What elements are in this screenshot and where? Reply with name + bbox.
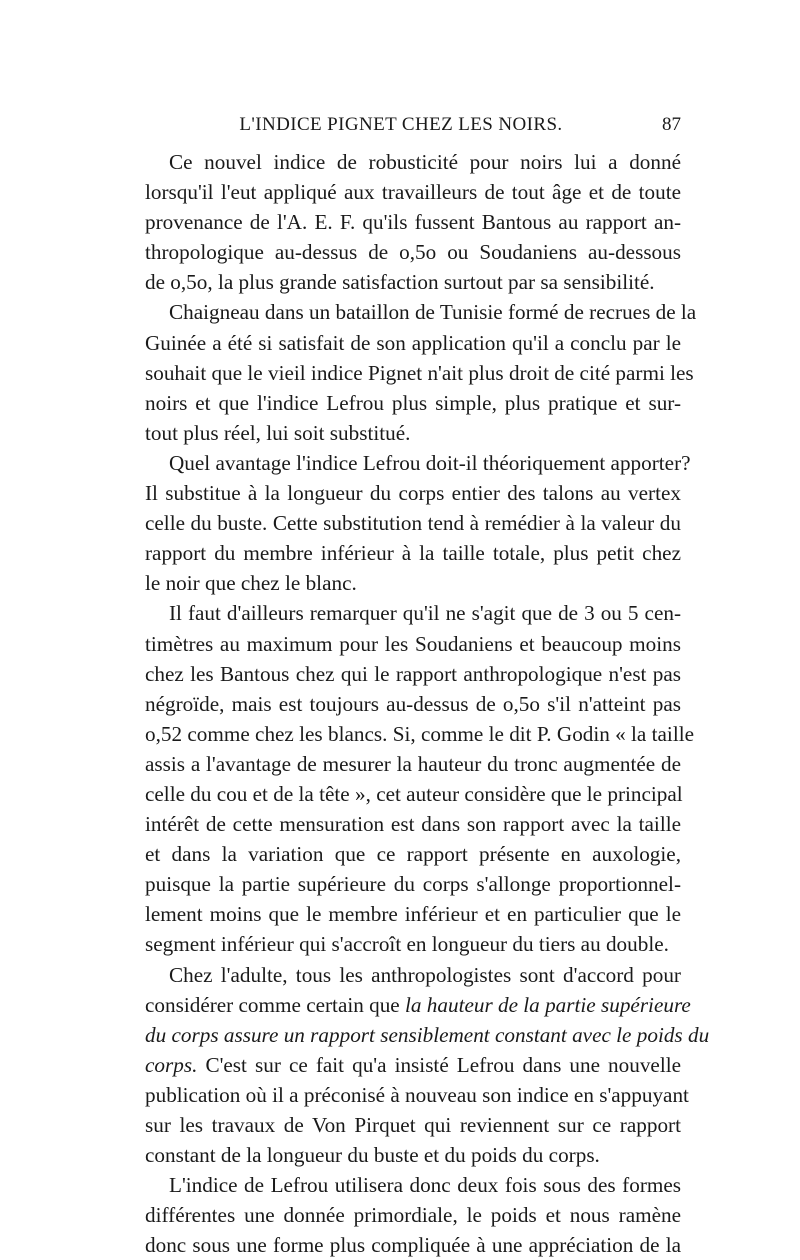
text-line: lement moins que le membre inférieur et en particulier que le (145, 902, 681, 927)
text-line: Il substitue à la longueur du corps entier des talons au vertex (145, 481, 681, 506)
text-line: L'indice de Lefrou utilisera donc deux fois sous des formes (169, 1173, 681, 1198)
text-line: Il faut d'ailleurs remarquer qu'il ne s'agit que de 3 ou 5 cen- (169, 601, 681, 626)
text-line: Guinée a été si satisfait de son application qu'il a conclu par le (145, 330, 681, 355)
text-line: thropologique au-dessus de o,5o ou Soudaniens au-dessous (145, 240, 681, 265)
text-line: souhait que le vieil indice Pignet n'ait plus droit de cité parmi les (145, 360, 694, 385)
text-segment: considérer comme certain que (145, 992, 406, 1017)
text-line: lorsqu'il l'eut appliqué aux travailleurs de tout âge et de toute (145, 180, 681, 205)
text-line: Chaigneau dans un bataillon de Tunisie formé de recrues de la (169, 300, 697, 325)
text-line: puisque la partie supérieure du corps s'allonge proportionnel- (145, 872, 681, 897)
text-line (121, 990, 691, 1020)
text-line: et dans la variation que ce rapport présente en auxologie, (145, 842, 681, 867)
page-number: 87 (662, 114, 681, 135)
italic-text: corps. (145, 1052, 198, 1077)
paragraph (121, 147, 681, 297)
text-line: chez les Bantous chez qui le rapport anthropologique n'est pas (145, 661, 681, 686)
running-title: L'INDICE PIGNET CHEZ LES NOIRS. (239, 114, 563, 135)
text-line (121, 960, 681, 990)
paragraph (121, 297, 697, 447)
italic-text: la hauteur de la partie supérieure (405, 992, 691, 1017)
body-text (121, 147, 710, 1260)
text-segment: publication où il a préconisé à nouveau son indice en s'appuyant (145, 1082, 689, 1107)
paragraph (121, 960, 710, 1171)
italic-text: du corps assure un rapport sensiblement constant avec le poids du (145, 1022, 710, 1047)
text-line: donc sous une forme plus compliquée à une appréciation de la (145, 1233, 681, 1258)
paragraph (121, 598, 694, 959)
page-header (121, 114, 681, 144)
text-line: Ce nouvel indice de robusticité pour noirs lui a donné (169, 150, 681, 174)
text-line: rapport du membre inférieur à la taille totale, plus petit chez (145, 541, 681, 566)
text-line (121, 1020, 710, 1050)
text-line: Quel avantage l'indice Lefrou doit-il théoriquement apporter? (169, 450, 691, 475)
text-line: de o,5o, la plus grande satisfaction surtout par sa sensibilité. (145, 270, 655, 295)
paragraph (121, 1170, 681, 1260)
text-segment: C'est sur ce fait qu'a insisté Lefrou dans une nouvelle (197, 1052, 681, 1077)
text-segment: sur les travaux de Von Pirquet qui reviennent sur ce rapport (145, 1113, 681, 1137)
text-line: celle du buste. Cette substitution tend à remédier à la valeur du (145, 511, 681, 536)
text-line: le noir que chez le blanc. (145, 571, 357, 596)
text-line: intérêt de cette mensuration est dans son rapport avec la taille (145, 812, 681, 837)
text-line: assis a l'avantage de mesurer la hauteur du tronc augmentée de (145, 751, 681, 776)
text-line (121, 1110, 681, 1140)
text-line (121, 1140, 681, 1170)
text-line: tout plus réel, lui soit substitué. (145, 420, 411, 445)
text-segment: Chez l'adulte, tous les anthropologistes sont d'accord pour (169, 962, 681, 987)
text-segment: constant de la longueur du buste et du poids du corps. (145, 1143, 600, 1168)
text-line (121, 1080, 689, 1110)
text-line: segment inférieur qui s'accroît en longueur du tiers au double. (145, 932, 669, 957)
text-line: noirs et que l'indice Lefrou plus simple, plus pratique et sur- (145, 390, 681, 415)
text-line: o,52 comme chez les blancs. Si, comme le dit P. Godin « la taille (145, 721, 694, 746)
text-line (121, 1050, 681, 1080)
text-line: provenance de l'A. E. F. qu'ils fussent Bantous au rapport an- (145, 210, 681, 235)
text-line: celle du cou et de la tête », cet auteur considère que le principal (145, 781, 683, 806)
text-line: timètres au maximum pour les Soudaniens et beaucoup moins (145, 631, 681, 656)
text-line: négroïde, mais est toujours au-dessus de o,5o s'il n'atteint pas (145, 691, 681, 716)
text-line: différentes une donnée primordiale, le poids et nous ramène (145, 1203, 681, 1228)
paragraph (121, 448, 691, 598)
